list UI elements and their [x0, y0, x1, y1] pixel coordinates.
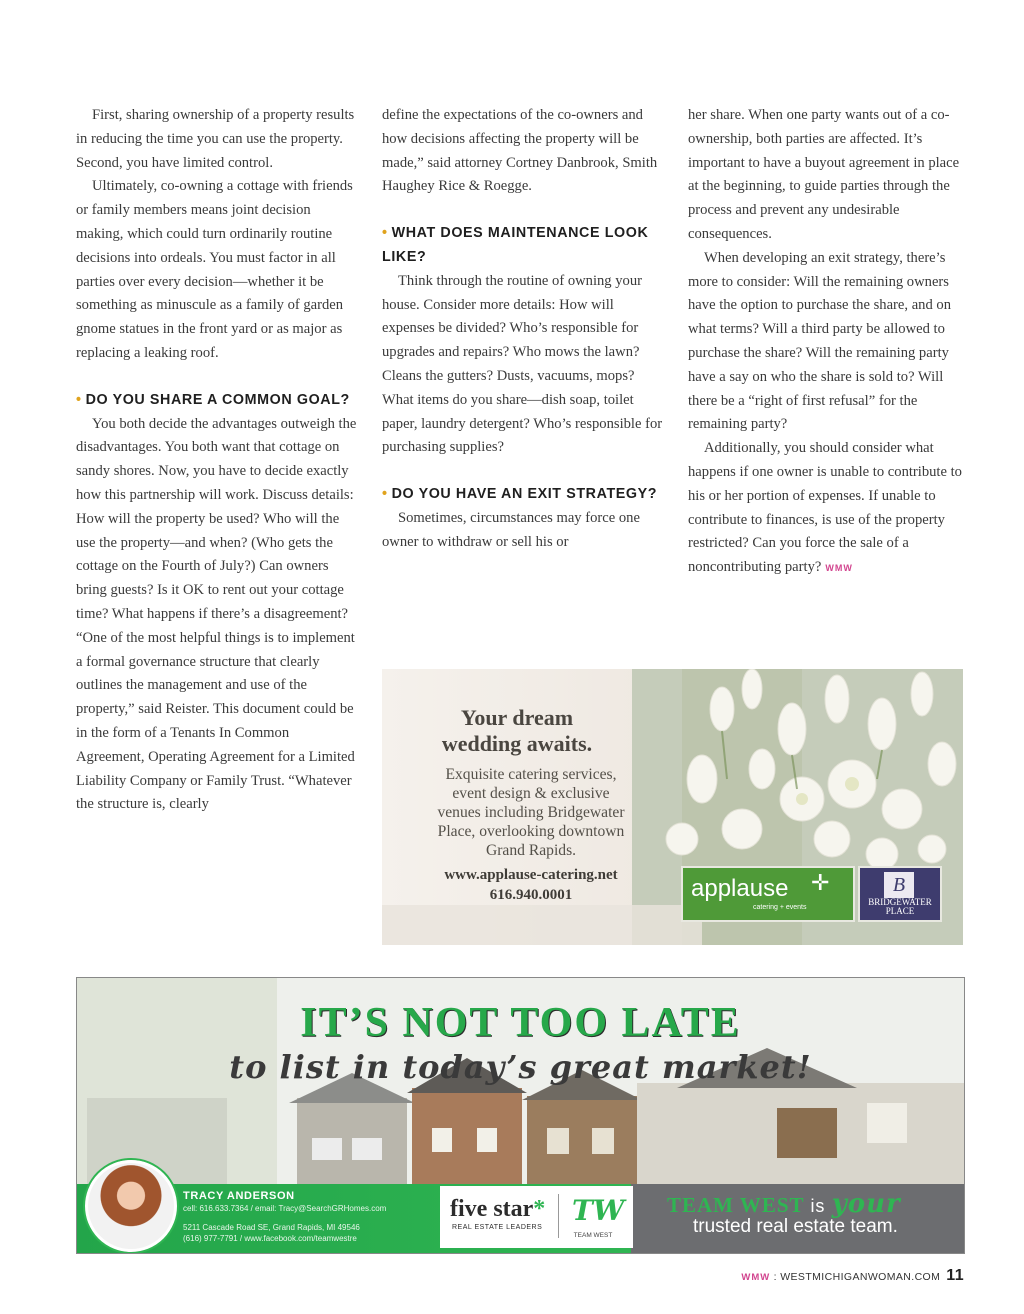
- applause-logo: applause ✛ catering + events: [681, 866, 855, 922]
- team-west-monogram: TW: [572, 1194, 625, 1227]
- article-paragraph: her share. When one party wants out of a co-ownership, both parties are affected. It’s important to have a buyout agreement in place at the beginning, to guide parties through the process and prevent any undesirable consequences.: [688, 107, 960, 242]
- plus-icon: ✛: [811, 870, 830, 895]
- five-star-logo: five star* REAL ESTATE LEADERS TW TEAM WEST: [440, 1186, 633, 1248]
- wedding-advertisement[interactable]: [382, 669, 963, 945]
- agent-social[interactable]: (616) 977-7791 / www.facebook.com/teamwestre: [183, 1234, 357, 1243]
- agent-name: TRACY ANDERSON: [183, 1190, 295, 1202]
- article-paragraph: Additionally, you should consider what happens if one owner is unable to contribute to his or her portion of expenses. If unable to contribute to finances, is use of the property restricted? Can you force the sale of a noncontributing party? WMW: [688, 440, 962, 576]
- wedding-headline: Your dream wedding awaits.: [441, 705, 593, 756]
- wedding-phone: 616.940.0001: [489, 887, 573, 903]
- real-estate-subheadline: to list in today’s great market!: [229, 1048, 812, 1086]
- article-paragraph: When developing an exit strategy, there’s more to consider: Will the remaining owners have the option to purchase the share, and on what terms? Will a third party be allowed to purchase the share? Will the remaining party have a say on who the share is sold to? Will there be a “right of first refusal” for the remaining party?: [688, 249, 952, 433]
- bridgewater-monogram: B: [884, 872, 914, 898]
- team-west-slogan: TEAM WEST is your: [667, 1189, 901, 1219]
- article-paragraph: Ultimately, co-owning a cottage with friends or family members means joint decision making, which could turn ordinarily routine decisions into ordeals. You must factor in all parties over every decision—whether it be something as minuscule as a family of garden gnome statues in the front yard or as major as replacing a leaking roof.: [76, 178, 353, 361]
- real-estate-headline: IT’S NOT TOO LATE: [300, 1000, 741, 1046]
- bullet-icon: •: [76, 391, 82, 408]
- bridgewater-logo: B BRIDGEWATER PLACE: [858, 866, 942, 922]
- avatar: [85, 1160, 177, 1252]
- article-paragraph: First, sharing ownership of a property results in reducing the time you can use the property. Second, you have limited control.: [76, 107, 355, 171]
- footer-site-link[interactable]: WESTMICHIGANWOMAN.COM: [780, 1271, 941, 1283]
- real-estate-advertisement[interactable]: [76, 977, 965, 1254]
- article-paragraph: define the expectations of the co-owners and how decisions affecting the property will be made,” said attorney Cortney Danbrook, Smith Haughey Rice & Roegge.: [382, 107, 658, 195]
- page-footer: WMW : WESTMICHIGANWOMAN.COM 11: [741, 1267, 964, 1284]
- section-heading-maintenance: • WHAT DOES MAINTENANCE LOOK LIKE?: [382, 225, 649, 265]
- page-number: 11: [946, 1267, 964, 1284]
- agent-contact[interactable]: cell: 616.633.7364 / email: Tracy@SearchGRHomes.com: [183, 1204, 387, 1213]
- end-mark: WMW: [825, 563, 853, 574]
- footer-brand: WMW: [741, 1272, 771, 1283]
- team-west-tagline: trusted real estate team.: [693, 1216, 898, 1237]
- article-paragraph: You both decide the advantages outweigh the disadvantages. You both want that cottage on sandy shores. Now, you have to decide exactly how this partnership will work. Discuss details: How will the property be used? Who will the use the property—and when? (Who gets the cottage on the Fourth of July?) Can owners bring guests? Is it OK to rent out your cottage time? What happens if there’s a disagreement? “One of the most helpful things is to implement a formal governance structure that clearly outlines the management and use of the property,” said Reister. This document could be in the form of a Tenants In Common Agreement, Operating Agreement for a Limited Liability Company or Family Trust. “Whatever the structure is, clearly: [76, 415, 357, 813]
- bullet-icon: •: [382, 225, 388, 242]
- section-heading-exit-strategy: • DO YOU HAVE AN EXIT STRATEGY?: [382, 486, 658, 503]
- wedding-description: Exquisite catering services, event design & exclusive venues including Bridgewater Place, overlooking downtown Grand Rapids.: [437, 766, 625, 859]
- agent-address: 5211 Cascade Road SE, Grand Rapids, MI 49546: [183, 1223, 360, 1232]
- article-paragraph: Sometimes, circumstances may force one owner to withdraw or sell his or: [382, 509, 640, 550]
- wedding-website-link[interactable]: www.applause-catering.net: [444, 867, 618, 883]
- article-column-2: [382, 104, 666, 555]
- article-column-1: [76, 104, 358, 817]
- section-heading-common-goal: • DO YOU SHARE A COMMON GOAL?: [76, 391, 350, 408]
- article-paragraph: Think through the routine of owning your house. Consider more details: How will expenses be divided? Who’s responsible for upgrades and repairs? Who mows the lawn? Cleans the gutters? Dusts, vacuums, mops? What items do you share—dish soap, toilet paper, laundry detergent? Who’s responsible for purchasing supplies?: [382, 272, 663, 456]
- article-column-3: [688, 104, 970, 581]
- bullet-icon: •: [382, 486, 388, 503]
